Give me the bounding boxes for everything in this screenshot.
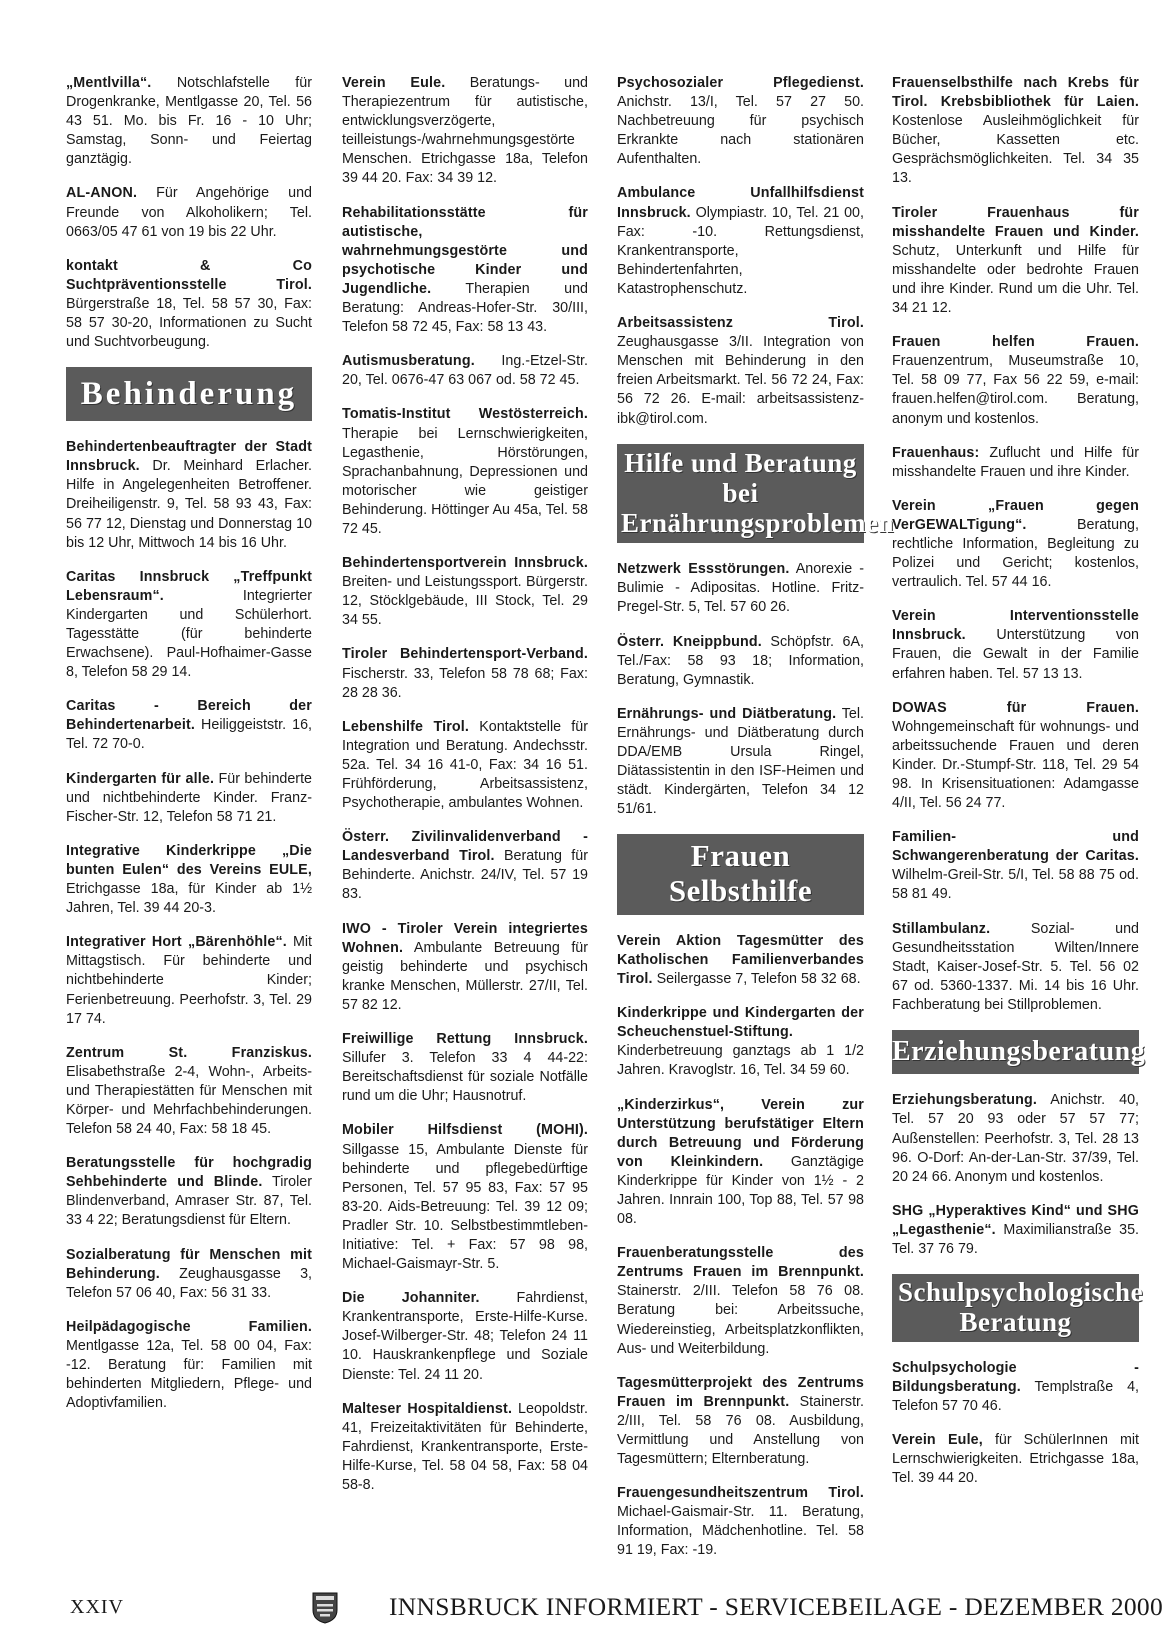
directory-entry — [66, 933, 312, 1028]
entry-title: Caritas Innsbruck „Treffpunkt Lebensraum“. — [66, 568, 312, 604]
entry-text: Anorexie - Bulimie - Adipositas. Hotline. Fritz-Pregel-Str. 5, Tel. 57 60 26. — [617, 561, 864, 616]
entry-text: Mentlgasse 12a, Tel. 58 00 04, Fax: -12. Beratung für: Familien mit behinderten Mitgliedern, Pflege- und Adoptivfamilien. — [66, 1337, 312, 1412]
directory-entry — [342, 204, 588, 338]
directory-entry — [66, 1044, 312, 1139]
entry-text: Integrierter Kindergarten und Schülerhort. Tagesstätte (für behinderte Erwachsene). Paul-Hofhaimer-Gasse 8, Telefon 58 29 14. — [66, 587, 312, 681]
directory-entry — [617, 705, 864, 820]
entry-title: Autismusberatung. — [342, 353, 475, 370]
entry-title: Verein Eule, — [892, 1431, 983, 1448]
directory-entry — [342, 405, 588, 539]
entry-text: Beratungs- und Therapiezentrum für autistische, entwicklungsverzögerte, teilleistungs-/wahrnehmungsgestörte Menschen. Etrichgasse 18a, Telefon 39 44 20. Fax: 34 39 12. — [342, 75, 588, 187]
entry-title: IWO - Tiroler Verein integriertes Wohnen. — [342, 920, 588, 956]
directory-entry — [66, 438, 312, 553]
entry-text: Tiroler Blindenverband, Amraser Str. 87, Tel. 33 4 22; Beratungsdienst für Eltern. — [66, 1174, 312, 1229]
directory-entry — [892, 333, 1139, 428]
directory-entry — [66, 1318, 312, 1413]
entry-text: Olympiastr. 10, Tel. 21 00, Fax: -10. Rettungsdienst, Krankentransporte, Behindertenfahrten, Katastrophenschutz. — [617, 204, 864, 297]
directory-entry — [66, 770, 312, 827]
entry-text: Beratung für Behinderte. Anichstr. 24/IV, Tel. 57 19 83. — [342, 848, 588, 903]
entry-title: Frauen helfen Frauen. — [892, 334, 1139, 351]
directory-entry — [892, 497, 1139, 592]
entry-title: Frauenberatungsstelle des Zentrums Frauen im Brennpunkt. — [617, 1245, 864, 1281]
entry-title: Frauengesundheitszentrum Tirol. — [617, 1485, 864, 1502]
directory-entry — [892, 607, 1139, 683]
entry-title: Die Johanniter. — [342, 1290, 480, 1307]
entry-text: Sillgasse 15, Ambulante Dienste für behinderte und pflegebedürftige Personen, Tel. 57 95 83, Fax: 57 95 83-20. Aids-Betreuung: Tel. 39 12 09; Pradler Str. 10. Selbstbestimmtleben-Initiative: Tel. + Fax: 57 98 98, Michael-Gaismayr-Str. 5. — [342, 1141, 588, 1273]
entry-text: Beratung, rechtliche Information, Begleitung zu Polizei und Gericht; kostenlos, vertraulich. Tel. 57 44 16. — [892, 516, 1139, 591]
directory-entry — [342, 828, 588, 904]
column-1 — [66, 74, 312, 1428]
entry-text: Heiliggeiststr. 16, Tel. 72 70-0. — [66, 717, 312, 753]
entry-title: Arbeitsassistenz Tirol. — [617, 315, 864, 332]
entry-text: Breiten- und Leistungssport. Bürgerstr. 12, Stöcklgebäude, III Stock, Tel. 29 34 55. — [342, 574, 588, 629]
entry-title: DOWAS für Frauen. — [892, 699, 1139, 716]
entry-text: Kontaktstelle für Integration und Beratung. Andechsstr. 52a. Tel. 34 16 41-0, Fax: 34 16 51. Frühförderung, Arbeitsassistenz, Psychotherapie, ambulantes Wohnen. — [342, 718, 588, 812]
directory-entry — [66, 1246, 312, 1303]
entry-text: Wohngemeinschaft für wohnungs- und arbeitssuchende Frauen und deren Kinder. Dr.-Stumpf-Str. 118, Tel. 29 54 98. In Krisensituationen: Adamgasse 4/II, Tel. 56 24 77. — [892, 718, 1139, 812]
entry-text: Kinderbetreuung ganztags ab 1 1/2 Jahren. Kravoglstr. 16, Tel. 34 59 60. — [617, 1043, 864, 1079]
entry-title: Familien- und Schwangerenberatung der Caritas. — [892, 829, 1139, 865]
directory-entry — [892, 1359, 1139, 1416]
entry-title: Integrativer Hort „Bärenhöhle“. — [66, 934, 287, 951]
directory-entry — [66, 74, 312, 169]
entry-text: Sillufer 3. Telefon 33 4 44-22: Bereitschaftsdienst für soziale Notfälle rund um die Uhr; Hausnotruf. — [342, 1050, 588, 1105]
directory-entry — [617, 74, 864, 169]
page-number: XXIV — [70, 1596, 124, 1618]
entry-title: „Mentlvilla“. — [66, 75, 152, 91]
entry-title: Ernährungs- und Diätberatung. — [617, 705, 837, 722]
entry-text: Bürgerstraße 18, Tel. 58 57 30, Fax: 58 57 30-20, Informationen zu Sucht und Suchtvorbeugung. — [66, 295, 312, 351]
entry-title: Verein Eule. — [342, 75, 446, 91]
entry-text: Etrichgasse 18a, für Kinder ab 1½ Jahren, Tel. 39 44 20-3. — [66, 881, 312, 917]
entry-text: Fahrdienst, Krankentransporte, Erste-Hilfe-Kurse. Josef-Wilberger-Str. 48; Telefon 24 11 10. Hauskrankenpflege und Soziale Dienste: Tel. 24 11 20. — [342, 1290, 588, 1383]
entry-text: Für Angehörige und Freunde von Alkoholikern; Tel. 0663/05 47 61 von 19 bis 22 Uhr. — [66, 185, 312, 240]
directory-entry — [892, 1202, 1139, 1259]
directory-entry — [617, 1484, 864, 1560]
directory-entry — [342, 554, 588, 630]
directory-entry — [892, 74, 1139, 189]
entry-title: Tagesmütterprojekt des Zentrums Frauen im Brennpunkt. — [617, 1374, 864, 1410]
entry-title: Sozialberatung für Menschen mit Behinderung. — [66, 1246, 312, 1282]
entry-text: für SchülerInnen mit Lernschwierigkeiten. Etrichgasse 18a, Tel. 39 44 20. — [892, 1431, 1139, 1487]
entry-title: Frauenhaus: — [892, 444, 980, 461]
entry-title: Verein Aktion Tagesmütter des Katholischen Familienverbandes Tirol. — [617, 932, 864, 988]
entry-text: Schöpfstr. 6A, Tel./Fax: 58 93 18; Information, Beratung, Gymnastik. — [617, 633, 864, 688]
section-header-frauen-selbsthilfe: Frauen Selbsthilfe — [617, 834, 864, 914]
entry-title: Stillambulanz. — [892, 920, 991, 937]
section-header-erziehungsberatung: Erziehungsberatung — [892, 1030, 1139, 1074]
directory-entry — [617, 560, 864, 617]
entry-title: Behindertensportverein Innsbruck. — [342, 555, 588, 572]
directory-entry — [892, 699, 1139, 814]
directory-entry — [617, 1374, 864, 1469]
entry-title: Lebenshilfe Tirol. — [342, 718, 470, 735]
directory-entry — [66, 842, 312, 918]
directory-entry — [892, 444, 1139, 482]
entry-text: Mit Mittagstisch. Für behinderte und nichtbehinderte Kinder; Ferienbetreuung. Peerhofstr. 3, Tel. 29 17 74. — [66, 934, 313, 1027]
innsbruck-crest-icon — [312, 1592, 338, 1624]
directory-entry — [892, 204, 1139, 319]
entry-text: Zeughausgasse 3, Telefon 57 06 40, Fax: 56 31 33. — [66, 1265, 312, 1301]
entry-text: Maximilianstraße 35. Tel. 37 76 79. — [892, 1221, 1139, 1258]
entry-text: Michael-Gaismair-Str. 11. Beratung, Information, Mädchenhotline. Tel. 58 91 19, Fax: -19. — [617, 1504, 864, 1559]
directory-entry — [66, 1154, 312, 1230]
entry-title: AL-ANON. — [66, 185, 138, 202]
section-header-schulpsychologie: Schulpsychologische Beratung — [892, 1274, 1139, 1341]
entry-text: Templstraße 4, Telefon 57 70 46. — [892, 1378, 1139, 1414]
entry-text: Kostenlose Ausleihmöglichkeit für Bücher, Kassetten etc. Gesprächsmöglichkeiten. Tel. 34 35 13. — [892, 113, 1139, 187]
entry-title: Tiroler Behindertensport-Verband. — [342, 646, 588, 663]
entry-title: Malteser Hospitaldienst. — [342, 1400, 513, 1417]
entry-text: Zuflucht und Hilfe für misshandelte Frauen und ihre Kinder. — [892, 444, 1139, 480]
column-3 — [617, 74, 895, 1576]
entry-title: Heilpädagogische Familien. — [66, 1318, 312, 1335]
directory-entry — [342, 645, 588, 702]
entry-title: Österr. Kneippbund. — [617, 633, 762, 650]
entry-text: Wilhelm-Greil-Str. 5/I, Tel. 58 88 75 od. 58 81 49. — [892, 867, 1139, 903]
entry-text: Anichstr. 40, Tel. 57 20 93 oder 57 57 77; Außenstellen: Peerhofstr. 3, Tel. 28 13 96. O-Dorf: An-der-Lan-Str. 37/39, Tel. 20 24 66. Anonym und kostenlos. — [892, 1092, 1139, 1185]
directory-entry — [342, 1289, 588, 1384]
entry-title: SHG „Hyperaktives Kind“ und SHG „Legasthenie“. — [892, 1202, 1139, 1238]
entry-title: Freiwillige Rettung Innsbruck. — [342, 1031, 588, 1048]
column-4 — [892, 74, 1146, 1503]
entry-text: Unterstützung von Frauen, die Gewalt in der Familie erfahren haben. Tel. 57 13 13. — [892, 627, 1139, 682]
directory-entry — [892, 1091, 1139, 1186]
entry-title: Zentrum St. Franziskus. — [66, 1044, 312, 1061]
entry-text: Leopoldstr. 41, Freizeitaktivitäten für Behinderte, Fahrdienst, Krankentransporte, Erste-Hilfe-Kurse, Tel. 58 04 58, Fax: 58 04 58-8. — [342, 1400, 589, 1493]
entry-title: Mobiler Hilfsdienst (MOHI). — [342, 1122, 588, 1139]
entry-text: Elisabethstraße 2-4, Wohn-, Arbeits- und Therapiestätten für Menschen mit Körper- und Mehrfachbehinderungen. Telefon 58 24 40, Fax: 58 18 45. — [66, 1063, 312, 1138]
directory-entry — [66, 257, 312, 352]
directory-entry — [892, 1431, 1139, 1488]
entry-title: Verein Interventionsstelle Innsbruck. — [892, 608, 1139, 644]
entry-text: Schutz, Unterkunft und Hilfe für misshandelte oder bedrohte Frauen und ihre Kinder. Rund um die Uhr. Tel. 34 21 12. — [892, 242, 1139, 317]
entry-title: Ambulance Unfallhilfsdienst Innsbruck. — [617, 185, 864, 221]
entry-text: Notschlafstelle für Drogenkranke, Mentlgasse 20, Tel. 56 43 51. Mo. bis Fr. 16 - 10 Uhr; Samstag, Sonn- und Feiertag ganztägig. — [66, 75, 312, 168]
entry-title: Netzwerk Essstörungen. — [617, 561, 790, 578]
directory-entry — [342, 1121, 588, 1274]
entry-text: Stainerstr. 2/III, Tel. 58 76 08. Ausbildung, Vermittlung und Anstellung von Tagesmüttern; Elternberatung. — [617, 1393, 864, 1468]
entry-title: Integrative Kinderkrippe „Die bunten Eulen“ des Vereins EULE, — [66, 842, 312, 878]
entry-title: Caritas - Bereich der Behindertenarbeit. — [66, 698, 312, 734]
directory-entry — [342, 718, 588, 813]
directory-entry — [66, 697, 312, 754]
entry-text: Dr. Meinhard Erlacher. Hilfe in Angelegenheiten Betroffener. Dreiheiligenstr. 9, Tel. 58 93 43, Fax: 56 77 12, Dienstag und Donnerstag 10 bis 12 Uhr, Mittwoch 14 bis 16 Uhr. — [66, 458, 312, 551]
entry-text: Zeughausgasse 3/II. Integration von Menschen mit Behinderung in den freien Arbeitsmarkt. Tel. 56 72 24, Fax: 56 72 26. E-mail: arbeitsassistenz-ibk@tirol.com. — [617, 334, 864, 427]
entry-title: kontakt & Co Suchtpräventionsstelle Tirol. — [66, 257, 312, 293]
entry-title: Schulpsychologie - Bildungsberatung. — [892, 1359, 1139, 1395]
entry-text: Ing.-Etzel-Str. 20, Tel. 0676-47 63 067 od. 58 72 45. — [342, 353, 588, 389]
entry-text: Für behinderte und nichtbehinderte Kinder. Franz-Fischer-Str. 12, Telefon 58 71 21. — [66, 770, 312, 825]
entry-text: Stainerstr. 2/III. Telefon 58 76 08. Beratung bei: Arbeitssuche, Wiedereinstieg, Arbeitsplatzkonflikten, Aus- und Weiterbildung. — [617, 1283, 864, 1357]
directory-entry — [617, 1244, 864, 1359]
directory-entry — [342, 74, 588, 189]
entry-title: Österr. Zivilinvalidenverband - Landesverband Tirol. — [342, 829, 588, 865]
entry-title: Tomatis-Institut Westösterreich. — [342, 406, 588, 423]
entry-text: Ambulante Betreuung für geistig behinderte und psychisch kranke Menschen, Müllerstr. 27/II, Tel. 57 82 12. — [342, 939, 588, 1013]
section-header-behinderung: Behinderung — [66, 367, 312, 421]
entry-title: „Kinderzirkus“, Verein zur Unterstützung berufstätiger Eltern durch Betreuung und Förderung von Kleinkindern. — [617, 1096, 864, 1170]
directory-entry — [617, 314, 864, 429]
entry-title: Kindergarten für alle. — [66, 770, 215, 787]
entry-text: Sozial- und Gesundheitsstation Wilten/Innere Stadt, Kaiser-Josef-Str. 5. Tel. 56 02 67 od. 5360-1337. Mi. 14 bis 16 Uhr. Fachberatung bei Stillproblemen. — [892, 920, 1139, 1013]
entry-title: Psychosozialer Pflegedienst. — [617, 75, 864, 91]
directory-entry — [892, 920, 1139, 1015]
entry-text: Tel. Ernährungs- und Diätberatung durch DDA/EMB Ursula Ringel, Diätassistentin in den ISF-Heimen und städt. Kindergärten, Telefon 34 12 51/61. — [617, 705, 864, 818]
directory-entry — [617, 1004, 864, 1080]
column-2 — [342, 74, 588, 1510]
entry-text: Therapie bei Lernschwierigkeiten, Legasthenie, Hörstörungen, Sprachanbahnung, Depressionen und motorischer wie geistiger Behinderung. Höttinger Au 45a, Tel. 58 72 45. — [342, 425, 588, 537]
directory-entry — [342, 1400, 588, 1495]
entry-title: Tiroler Frauenhaus für misshandelte Frauen und Kinder. — [892, 204, 1139, 240]
directory-entry — [617, 932, 864, 989]
directory-entry — [617, 184, 864, 299]
entry-title: Frauenselbsthilfe nach Krebs für Tirol. Krebsbibliothek für Laien. — [892, 75, 1139, 111]
directory-entry — [617, 1096, 864, 1230]
section-header-ernaehrung: Hilfe und Beratung bei Ernährungsproblemen — [617, 444, 864, 544]
entry-title: Kinderkrippe und Kindergarten der Scheuchenstuel-Stiftung. — [617, 1005, 864, 1041]
directory-entry — [892, 828, 1139, 904]
publication-title: INNSBRUCK INFORMIERT - SERVICEBEILAGE - DEZEMBER 2000 — [389, 1592, 1164, 1621]
entry-title: Verein „Frauen gegen VerGEWALTigung“. — [892, 497, 1139, 533]
directory-entry — [342, 352, 588, 390]
entry-text: Ganztägige Kinderkrippe für Kinder von 1½ - 2 Jahren. Innrain 100, Top 88, Tel. 57 98 08. — [617, 1153, 864, 1228]
entry-text: Fischerstr. 33, Telefon 58 78 68; Fax: 28 28 36. — [342, 665, 588, 701]
entry-title: Erziehungsberatung. — [892, 1092, 1038, 1109]
directory-entry — [617, 633, 864, 690]
entry-title: Behindertenbeauftragter der Stadt Innsbruck. — [66, 439, 312, 475]
entry-title: Rehabilitationsstätte für autistische, wahrnehmungsgestörte und psychotische Kinder und Jugendliche. — [342, 204, 588, 297]
entry-text: Frauenzentrum, Museumstraße 10, Tel. 58 09 77, Fax 56 22 59, e-mail: frauen.helfen@tirol.com. Beratung, anonym und kostenlos. — [892, 353, 1139, 427]
directory-entry — [66, 568, 312, 683]
entry-title: Beratungsstelle für hochgradig Sehbehinderte und Blinde. — [66, 1155, 312, 1191]
entry-text: Seilergasse 7, Telefon 58 32 68. — [652, 971, 861, 988]
directory-entry — [342, 920, 588, 1015]
page-footer — [0, 1592, 1171, 1632]
entry-text: Anichstr. 13/I, Tel. 57 27 50. Nachbetreuung für psychisch Erkrankte nach stationären Aufenthalten. — [617, 94, 864, 168]
directory-entry — [342, 1030, 588, 1106]
entry-text: Therapien und Beratung: Andreas-Hofer-Str. 30/III, Telefon 58 72 45, Fax: 58 13 43. — [342, 280, 588, 336]
directory-entry — [66, 184, 312, 241]
